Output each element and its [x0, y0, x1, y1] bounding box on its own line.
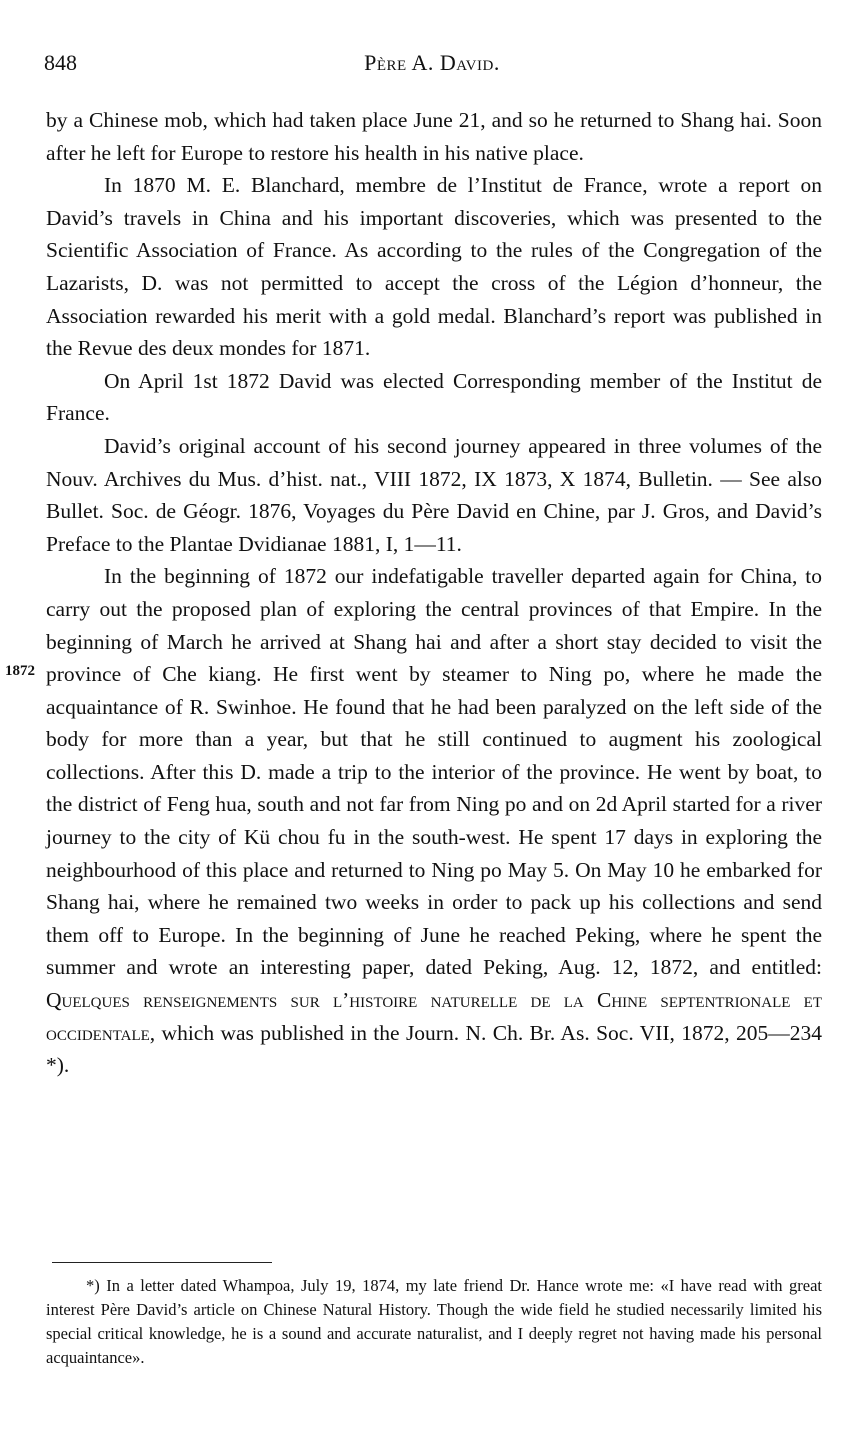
- page-number: 848: [44, 50, 77, 75]
- footnote-text: *) In a letter dated Whampoa, July 19, 1874, my late friend Dr. Hance wrote me: «I have read with great interest Père David’s article on Chinese Natural History. Though the wide field he studied necessarily limited his special critical knowledge, he is a sound and accurate naturalist, and I deeply regret not having made his personal acquaintance».: [46, 1276, 822, 1367]
- paragraph-1872-citation: , which was published in the Journ. N. Ch. Br. As. Soc. VII, 1872, 205—234 *).: [46, 1020, 822, 1078]
- paragraph-1872-text: In the beginning of 1872 our indefatigable traveller departed again for China, to carry out the proposed plan of exploring the central provinces of that Empire. In the beginning of March he arrived at Shang hai and after a short stay decided to visit the province of Che kiang. He first went by steamer to Ning po, where he made the acquaintance of R. Swinhoe. He found that he had been paralyzed on the left side of the body for more than a year, but that he still continued to augment his zoological collections. After this D. made a trip to the interior of the province. He went by boat, to the district of Feng hua, south and not far from Ning po and on 2d April started for a river journey to the city of Kü chou fu in the south-west. He spent 17 days in exploring the neighbourhood of this place and returned to Ning po May 5. On May 10 he embarked for Shang hai, where he remained two weeks in order to pack up his collections and send them off to Europe. In the beginning of June he reached Peking, where he spent the summer and wrote an interesting paper, dated Peking, Aug. 12, 1872, and entitled:: [46, 564, 822, 980]
- paper-title: Quelques renseignements sur l’histoire naturelle de la Chine septentrionale et occidentale: [46, 988, 822, 1045]
- footnote-divider: [52, 1262, 272, 1263]
- paragraph-institut-election: On April 1st 1872 David was elected Corresponding member of the Institut de France.: [46, 368, 822, 426]
- margin-year-note: 1872: [5, 663, 35, 679]
- footnote: [46, 1274, 822, 1370]
- paragraph-continuation: by a Chinese mob, which had taken place June 21, and so he returned to Shang hai. Soon after he left for Europe to restore his health in his native place.: [46, 108, 822, 165]
- page-header: [44, 50, 820, 84]
- paragraph-second-journey-account: David’s original account of his second journey appeared in three volumes of the Nouv. Archives du Mus. d’hist. nat., VIII 1872, IX 1873, X 1874, Bulletin. — See also Bullet. Soc. de Géogr. 1876, Voyages du Père David en Chine, par J. Gros, and David’s Preface to the Plantae Dvidianae 1881, I, 1—11.: [46, 433, 822, 556]
- main-text: [46, 104, 822, 1082]
- running-head: Père A. David.: [364, 50, 500, 75]
- paragraph-1872-journey: [46, 560, 822, 1082]
- paragraph-blanchard-report: In 1870 M. E. Blanchard, membre de l’Institut de France, wrote a report on David’s travels in China and his important discoveries, which was presented to the Scientific Association of France. As according to the rules of the Congregation of the Lazarists, D. was not permitted to accept the cross of the Légion d’honneur, the Association rewarded his merit with a gold medal. Blanchard’s report was published in the Revue des deux mondes for 1871.: [46, 173, 822, 361]
